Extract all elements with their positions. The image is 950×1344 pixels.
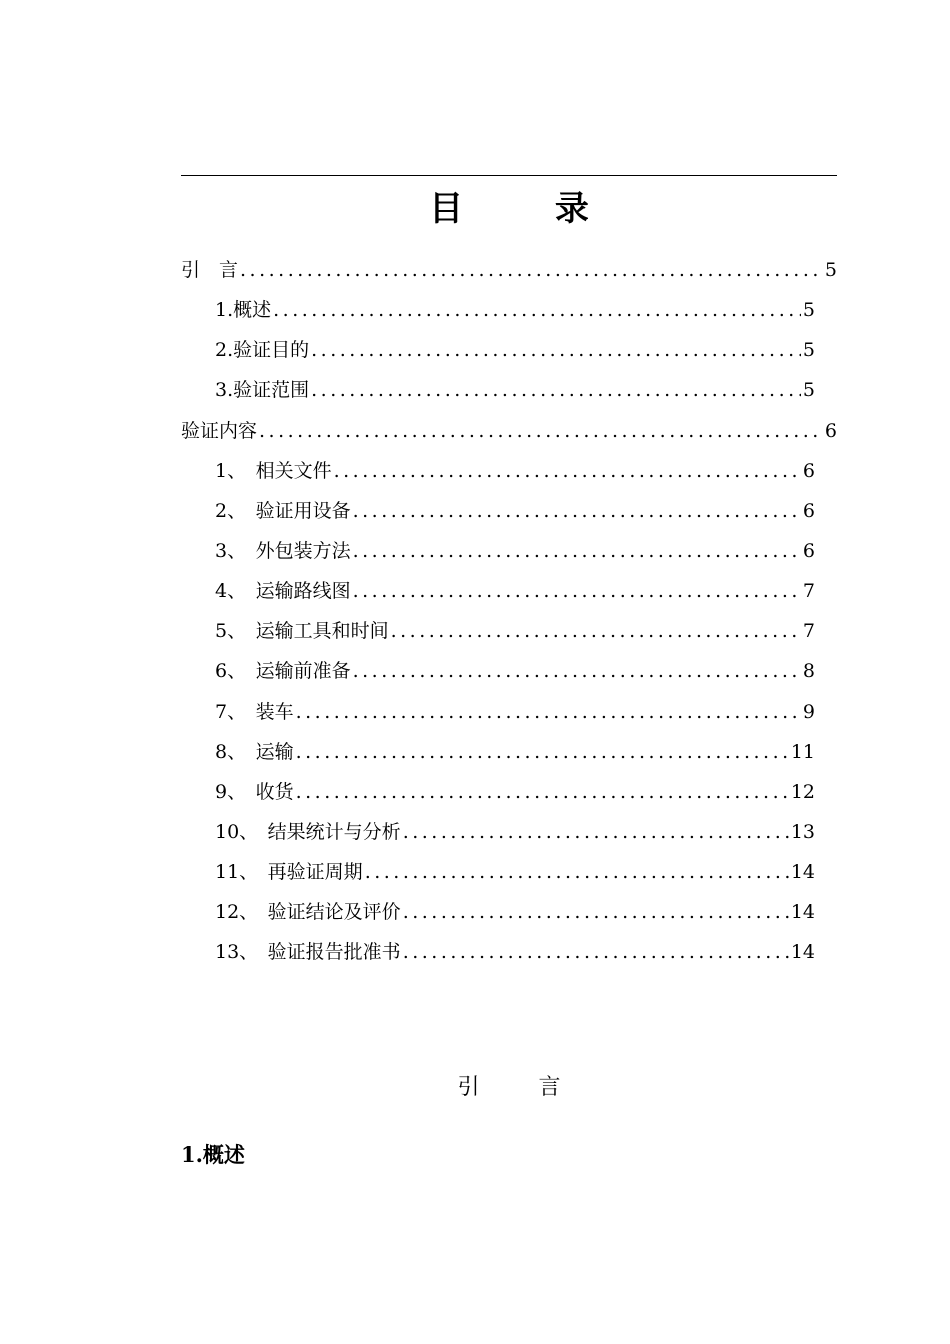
toc-entry-page: 6 xyxy=(802,540,815,563)
toc-leader-dots xyxy=(296,732,789,772)
toc-entry[interactable] xyxy=(181,571,837,611)
toc-entry-page: 14 xyxy=(790,861,815,884)
subheading: 1.概述 xyxy=(181,1142,245,1167)
toc-entry[interactable] xyxy=(181,290,837,330)
toc-leader-dots xyxy=(353,651,801,691)
toc-entry-label: 7、 装车 xyxy=(215,700,294,723)
toc-entry-label: 1、 相关文件 xyxy=(215,459,332,482)
toc-entry-page: 5 xyxy=(802,339,815,362)
section-title xyxy=(181,1068,837,1108)
toc-leader-dots xyxy=(353,571,801,611)
toc-entry-label: 6、 运输前准备 xyxy=(215,660,351,683)
header-rule xyxy=(181,175,837,176)
toc-leader-dots xyxy=(365,852,789,892)
toc-leader-dots xyxy=(296,692,801,732)
toc-leader-dots xyxy=(273,290,801,330)
toc-entry-label: 2、 验证用设备 xyxy=(215,499,351,522)
toc-leader-dots xyxy=(311,330,801,370)
toc-entry[interactable] xyxy=(181,330,837,370)
toc-entry[interactable] xyxy=(181,932,837,972)
toc-entry-label: 13、 验证报告批准书 xyxy=(215,941,401,964)
toc-entry[interactable] xyxy=(181,772,837,812)
toc-entry-label: 8、 运输 xyxy=(215,740,294,763)
toc-entry-page: 7 xyxy=(802,620,815,643)
toc-title: 目 录 xyxy=(429,189,629,229)
toc-leader-dots xyxy=(240,250,823,290)
toc-entry-page: 9 xyxy=(802,700,815,723)
toc-entry-label: 10、 结果统计与分析 xyxy=(215,821,401,844)
toc-entry-page: 6 xyxy=(802,499,815,522)
section-title-text: 引 言 xyxy=(457,1075,587,1100)
toc-entry-label: 2.验证目的 xyxy=(215,339,310,362)
toc-leader-dots xyxy=(311,370,801,410)
toc-entry-page: 13 xyxy=(790,821,815,844)
toc-entry[interactable] xyxy=(181,531,837,571)
toc-entry-label: 9、 收货 xyxy=(215,780,294,803)
toc-entry[interactable] xyxy=(181,852,837,892)
toc-entry-page: 11 xyxy=(790,740,815,763)
toc-leader-dots xyxy=(353,491,801,531)
toc-entry[interactable] xyxy=(181,651,837,691)
toc-leader-dots xyxy=(296,772,789,812)
toc-entry-page: 6 xyxy=(802,459,815,482)
toc-entry-label: 3、 外包装方法 xyxy=(215,540,351,563)
toc-entry[interactable] xyxy=(181,250,837,290)
toc-entry[interactable] xyxy=(181,812,837,852)
toc-leader-dots xyxy=(391,611,801,651)
toc-entry-label: 5、 运输工具和时间 xyxy=(215,620,389,643)
toc-entry[interactable] xyxy=(181,692,837,732)
toc-entry-page: 6 xyxy=(824,419,837,442)
toc-entry-label: 12、 验证结论及评价 xyxy=(215,901,401,924)
toc-entry[interactable] xyxy=(181,451,837,491)
toc-entry-label: 3.验证范围 xyxy=(215,379,310,402)
toc-entry-label: 11、 再验证周期 xyxy=(215,861,363,884)
toc-entry[interactable] xyxy=(181,611,837,651)
toc-entry[interactable] xyxy=(181,370,837,410)
toc-entry-label: 引 言 xyxy=(181,259,239,282)
toc-entry-page: 14 xyxy=(790,901,815,924)
toc-entry-label: 1.概述 xyxy=(215,299,272,322)
toc-entry[interactable] xyxy=(181,892,837,932)
toc-entry[interactable] xyxy=(181,732,837,772)
toc-entry-page: 5 xyxy=(802,379,815,402)
toc-entry[interactable] xyxy=(181,491,837,531)
toc-entry-label: 验证内容 xyxy=(181,419,258,442)
toc-entry-label: 4、 运输路线图 xyxy=(215,580,351,603)
toc-entry-page: 12 xyxy=(790,780,815,803)
table-of-contents xyxy=(181,250,837,973)
toc-leader-dots xyxy=(259,411,823,451)
toc-leader-dots xyxy=(403,892,789,932)
toc-entry-page: 5 xyxy=(802,299,815,322)
toc-leader-dots xyxy=(334,451,801,491)
toc-leader-dots xyxy=(403,932,789,972)
toc-leader-dots xyxy=(353,531,801,571)
toc-leader-dots xyxy=(403,812,789,852)
toc-entry[interactable] xyxy=(181,411,837,451)
toc-entry-page: 5 xyxy=(824,259,837,282)
toc-entry-page: 7 xyxy=(802,580,815,603)
toc-entry-page: 14 xyxy=(790,941,815,964)
toc-entry-page: 8 xyxy=(802,660,815,683)
